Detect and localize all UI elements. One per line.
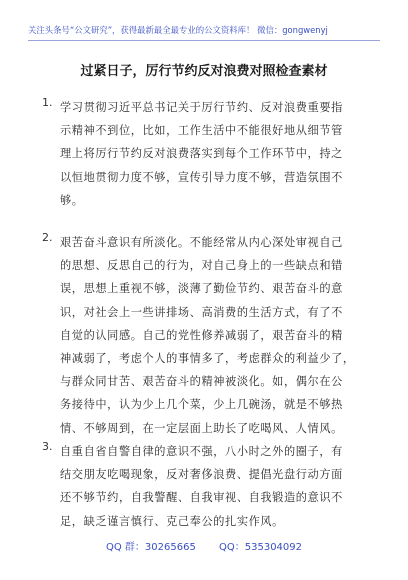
paragraph-line: 以恒地贯彻力度不够，宣传引导力度不够，营造氛围不	[60, 170, 343, 184]
paragraph-line: 误，思想上重视不够，淡薄了勤俭节约、艰苦奋斗的意	[60, 282, 343, 296]
paragraph-line: 神减弱了，考虑个人的事情多了，考虑群众的利益少了，	[60, 351, 355, 365]
header-banner: 关注头条号“公文研究”，获得最新最全最专业的公文资料库！ 微信：gongwenyj	[28, 25, 328, 35]
header-divider	[28, 40, 380, 41]
qq-contact-text: QQ：535304092	[219, 542, 303, 553]
list-item	[42, 231, 355, 440]
list-item	[42, 440, 354, 533]
footer-contact	[0, 538, 408, 553]
page-title: 过紧日子，厉行节约反对浪费对照检查素材	[80, 64, 328, 79]
paragraph-line: 理上将厉行节约反对浪费落实到每个工作环节中，持之	[60, 147, 343, 161]
list-item-number: 1.	[42, 96, 53, 109]
qq-group-text: QQ 群：30265665	[105, 542, 196, 553]
paragraph-line: 务接待中，认为少上几个菜，少上几碗汤，就是不够热	[60, 398, 343, 412]
list-item-number: 2.	[42, 231, 53, 244]
paragraph-line: 自重自省自警自律的意识不强，八小时之外的圈子，有	[60, 445, 343, 458]
paragraph-line: 够。	[60, 193, 84, 207]
paragraph-line: 的思想、反思自己的行为，对自己身上的一些缺点和错	[60, 259, 343, 273]
paragraph-line: 识，对社会上一些讲排场、高消费的生活方式，有了不	[60, 305, 343, 319]
paragraph-line: 与群众同甘苦、艰苦奋斗的精神被淡化。如，偶尔在公	[60, 375, 343, 389]
paragraph-line: 足，缺乏谨言慎行、克己奉公的扎实作风。	[60, 514, 284, 528]
paragraph-line: 情、不够周到，在一定层面上助长了吃喝风、人情风。	[60, 421, 343, 435]
paragraph-line: 示精神不到位，比如，工作生活中不能很好地从细节管	[60, 124, 343, 138]
paragraph-line: 结交朋友吃喝现象，反对奢侈浪费、提倡光盘行动方面	[60, 468, 343, 482]
paragraph-line: 艰苦奋斗意识有所淡化。不能经常从内心深处审视自己	[60, 236, 343, 249]
list-item-number: 3.	[42, 440, 53, 453]
paragraph-line: 学习贯彻习近平总书记关于厉行节约、反对浪费重要指	[60, 101, 343, 114]
list-item	[42, 96, 354, 212]
paragraph-line: 还不够节约，自我警醒、自我审视、自我锻造的意识不	[60, 491, 343, 505]
paragraph-line: 自觉的认同感。自己的党性修养减弱了，艰苦奋斗的精	[60, 328, 343, 342]
